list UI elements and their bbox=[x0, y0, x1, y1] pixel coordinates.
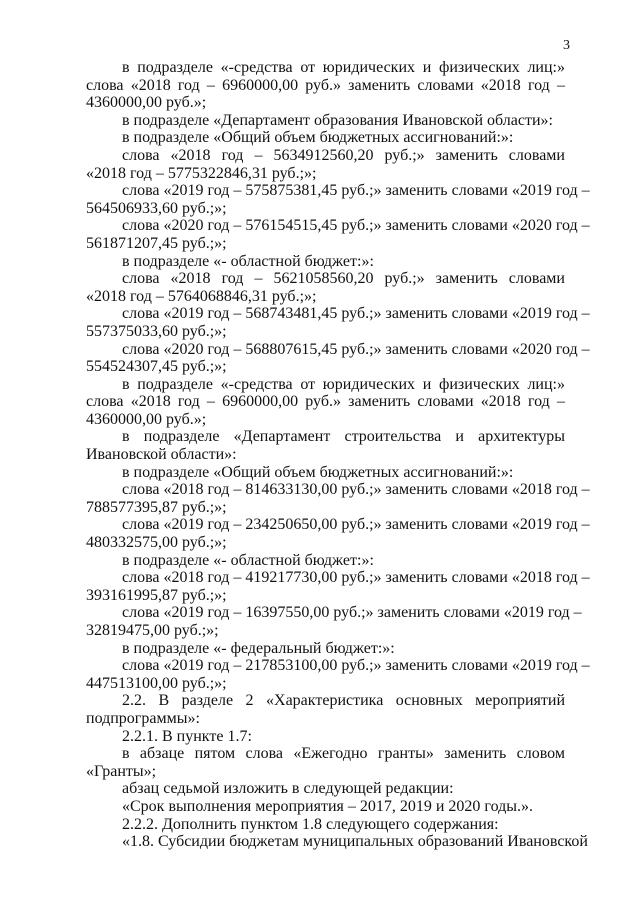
text-line: слова «2018 год – 6960000,00 руб.» заменить словами «2018 год – bbox=[86, 393, 565, 411]
text-line: подпрограммы»: bbox=[86, 709, 200, 727]
text-line: слова «2018 год – 419217730,00 руб.;» заменить словами «2018 год – bbox=[122, 569, 590, 587]
text-line: слова «2018 год – 814633130,00 руб.;» заменить словами «2018 год – bbox=[122, 481, 590, 499]
text-line: слова «2018 год – 5634912560,20 руб.;» заменить словами bbox=[122, 146, 565, 164]
text-line: 554524307,45 руб.;»; bbox=[86, 358, 227, 376]
text-line: 564506933,60 руб.;»; bbox=[86, 199, 227, 217]
text-line: Ивановской области»: bbox=[86, 446, 237, 464]
text-line: слова «2018 год – 5621058560,20 руб.;» заменить словами bbox=[122, 270, 565, 288]
text-line: 447513100,00 руб.;»; bbox=[86, 674, 227, 692]
text-line: 788577395,87 руб.;»; bbox=[86, 498, 227, 516]
page-number: 3 bbox=[563, 38, 570, 53]
document-body bbox=[86, 59, 590, 851]
text-line: слова «2019 год – 568743481,45 руб.;» заменить словами «2019 год – bbox=[122, 305, 590, 323]
text-line: «2018 год – 5764068846,31 руб.;»; bbox=[86, 287, 317, 305]
text-line: «Гранты»; bbox=[86, 762, 157, 780]
text-line: «1.8. Субсидии бюджетам муниципальных образований Ивановской bbox=[122, 833, 588, 851]
text-line: слова «2019 год – 16397550,00 руб.;» заменить словами «2019 год – bbox=[122, 604, 582, 622]
text-line: в подразделе «- областной бюджет:»: bbox=[122, 551, 374, 569]
text-line: слова «2019 год – 217853100,00 руб.;» заменить словами «2019 год – bbox=[122, 657, 590, 675]
text-line: 4360000,00 руб.»; bbox=[86, 94, 207, 112]
text-line: в подразделе «Общий объем бюджетных ассигнований:»: bbox=[122, 463, 514, 481]
text-line: 32819475,00 руб.;»; bbox=[86, 622, 219, 639]
text-line: «2018 год – 5775322846,31 руб.;»; bbox=[86, 164, 317, 182]
text-line: слова «2020 год – 568807615,45 руб.;» заменить словами «2020 год – bbox=[122, 340, 590, 358]
text-line: абзац седьмой изложить в следующей редакции: bbox=[122, 780, 454, 798]
text-line: 561871207,45 руб.;»; bbox=[86, 234, 227, 252]
text-line: слова «2019 год – 234250650,00 руб.;» заменить словами «2019 год – bbox=[122, 516, 590, 534]
text-line: 2.2.2. Дополнить пунктом 1.8 следующего содержания: bbox=[122, 815, 499, 833]
text-line: слова «2019 год – 575875381,45 руб.;» заменить словами «2019 год – bbox=[122, 182, 590, 200]
text-line: 2.2. В разделе 2 «Характеристика основных мероприятий bbox=[122, 692, 565, 710]
text-line: в подразделе «- федеральный бюджет:»: bbox=[122, 639, 395, 657]
text-line: в абзаце пятом слова «Ежегодно гранты» заменить словом bbox=[122, 745, 565, 763]
text-line: 2.2.1. В пункте 1.7: bbox=[122, 727, 252, 745]
text-line: слова «2018 год – 6960000,00 руб.» заменить словами «2018 год – bbox=[86, 76, 565, 94]
text-line: «Срок выполнения мероприятия – 2017, 2019 и 2020 годы.». bbox=[122, 797, 534, 815]
text-line: в подразделе «Общий объем бюджетных ассигнований:»: bbox=[122, 129, 514, 147]
text-line: 4360000,00 руб.»; bbox=[86, 410, 207, 428]
text-line: в подразделе «Департамент образования Ивановской области»: bbox=[122, 111, 553, 129]
text-line: в подразделе «- областной бюджет:»: bbox=[122, 252, 374, 270]
text-line: в подразделе «-средства от юридических и физических лиц:» bbox=[122, 375, 565, 393]
text-line: 557375033,60 руб.;»; bbox=[86, 322, 227, 340]
text-line: в подразделе «-средства от юридических и физических лиц:» bbox=[122, 59, 565, 76]
text-line: 480332575,00 руб.;»; bbox=[86, 534, 227, 552]
text-line: 393161995,87 руб.;»; bbox=[86, 586, 227, 604]
text-line: слова «2020 год – 576154515,45 руб.;» заменить словами «2020 год – bbox=[122, 217, 590, 235]
text-line: в подразделе «Департамент строительства и архитектуры bbox=[122, 428, 565, 446]
